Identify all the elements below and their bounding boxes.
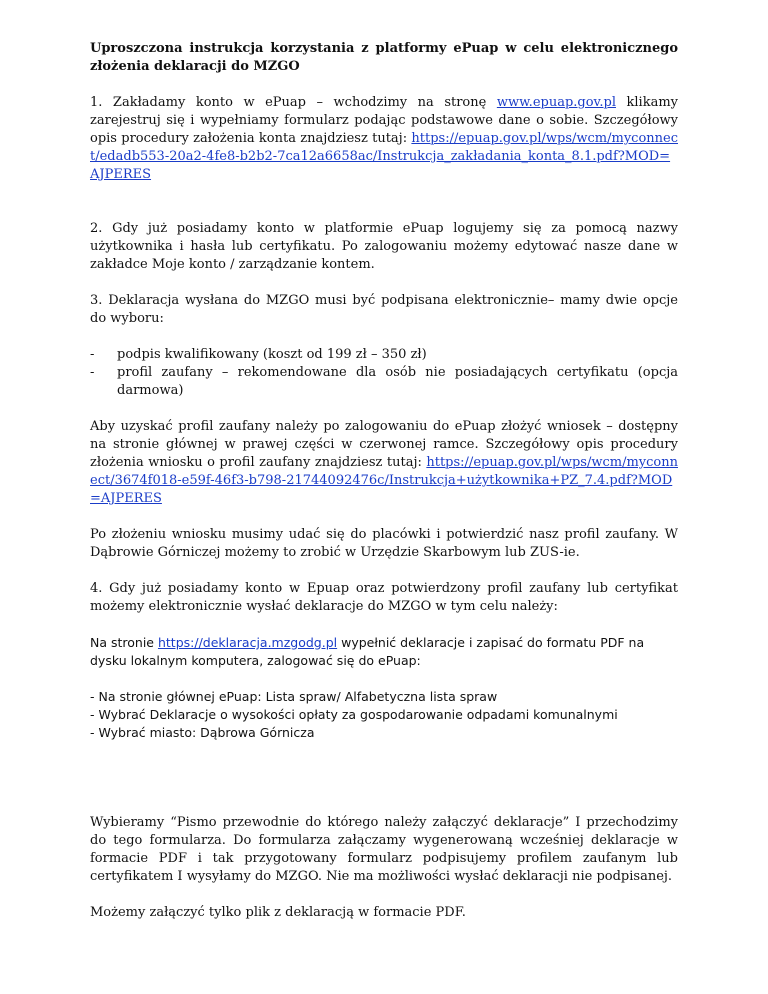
spacer [90, 760, 678, 814]
site-text-a: Na stronie [90, 635, 158, 650]
site-text-b: wypełnić deklaracje i zapisać do formatu PDF na dysku lokalnym komputera, zalogować się do ePuap: [90, 635, 645, 668]
account-instruction-link[interactable]: https://epuap.gov.pl/wps/wcm/myconnect/edadb553-20a2-4fe8-b2b2-7ca12a6658ac/Instrukcja_zakładania_konta_8.1.pdf?MOD=AJPERES [90, 131, 678, 182]
declaration-site-link[interactable]: https://deklaracja.mzgodg.pl [157, 635, 338, 650]
epuap-link[interactable]: www.epuap.gov.pl [496, 95, 616, 110]
declaration-site-paragraph [90, 634, 678, 670]
step4-intro: 4. Gdy już posiadamy konto w Epuap oraz potwierdzony profil zaufany lub certyfikat możemy elektronicznie wysłać deklaracje do MZGO w tym celu należy: [90, 581, 678, 614]
step1-paragraph [90, 94, 678, 184]
option-label: profil zaufany – rekomendowane dla osób nie posiadających certyfikatu (opcja darmowa) [117, 365, 678, 398]
final-instructions-paragraph: Wybieramy “Pismo przewodnie do którego należy załączyć deklaracje” I przechodzimy do tego formularza. Do formularza załączamy wygenerowaną wcześniej deklaracje w formacie PDF i tak przygotowany formularz podpisujemy profilem zaufanym lub certyfikatem I wysyłamy do MZGO. Nie ma możliwości wysłać deklaracji nie podpisanej. [90, 815, 678, 884]
profile-text: Aby uzyskać profil zaufany należy po zalogowaniu do ePuap złożyć wniosek – dostępny na stronie głównej w prawej części w czerwonej ramce. Szczegółowy opis procedury złożenia wniosku o profil zaufany znajdziesz tutaj: [90, 419, 678, 470]
document-content [90, 40, 678, 940]
option-label: podpis kwalifikowany (koszt od 199 zł – 350 zł) [117, 347, 427, 362]
spacer [90, 202, 678, 220]
epuap-steps-list [90, 688, 678, 742]
profile-instruction-link[interactable]: https://epuap.gov.pl/wps/wcm/myconnect/3674f018-e59f-46f3-b798-21744092476c/Instrukcja+użytkownika+PZ_7.4.pdf?MOD=AJPERES [90, 455, 678, 506]
pdf-note: Możemy załączyć tylko plik z deklaracją w formacie PDF. [90, 905, 466, 920]
list-dash: - [90, 347, 95, 362]
trusted-profile-paragraph [90, 418, 678, 508]
epuap-step-item: - Wybrać miasto: Dąbrowa Górnicza [90, 725, 315, 740]
step3-intro: 3. Deklaracja wysłana do MZGO musi być podpisana elektronicznie– mamy dwie opcje do wyboru: [90, 293, 678, 326]
step2-paragraph: 2. Gdy już posiadamy konto w platformie ePuap logujemy się za pomocą nazwy użytkownika i hasła lub certyfikatu. Po zalogowaniu możemy edytować nasze dane w zakładce Moje konto / zarządzanie kontem. [90, 221, 678, 272]
list-dash: - [90, 365, 95, 380]
option-qualified-signature [90, 346, 678, 364]
step1-text-a: 1. Zakładamy konto w ePuap – wchodzimy na stronę [90, 95, 497, 110]
epuap-step-item: - Wybrać Deklaracje o wysokości opłaty za gospodarowanie odpadami komunalnymi [90, 707, 618, 722]
signature-options-list [90, 346, 678, 400]
confirm-profile-paragraph: Po złożeniu wniosku musimy udać się do placówki i potwierdzić nasz profil zaufany. W Dąbrowie Górniczej możemy to zrobić w Urzędzie Skarbowym lub ZUS-ie. [90, 527, 678, 560]
document-title: Uproszczona instrukcja korzystania z platformy ePuap w celu elektronicznego złożenia deklaracji do MZGO [90, 41, 678, 74]
step1-text-b: klikamy zarejestruj się i wypełniamy formularz podając podstawowe dane o sobie. Szczegółowy opis procedury założenia konta znajdziesz tutaj: [90, 95, 678, 146]
option-trusted-profile [90, 364, 678, 400]
epuap-step-item: - Na stronie głównej ePuap: Lista spraw/ Alfabetyczna lista spraw [90, 689, 498, 704]
